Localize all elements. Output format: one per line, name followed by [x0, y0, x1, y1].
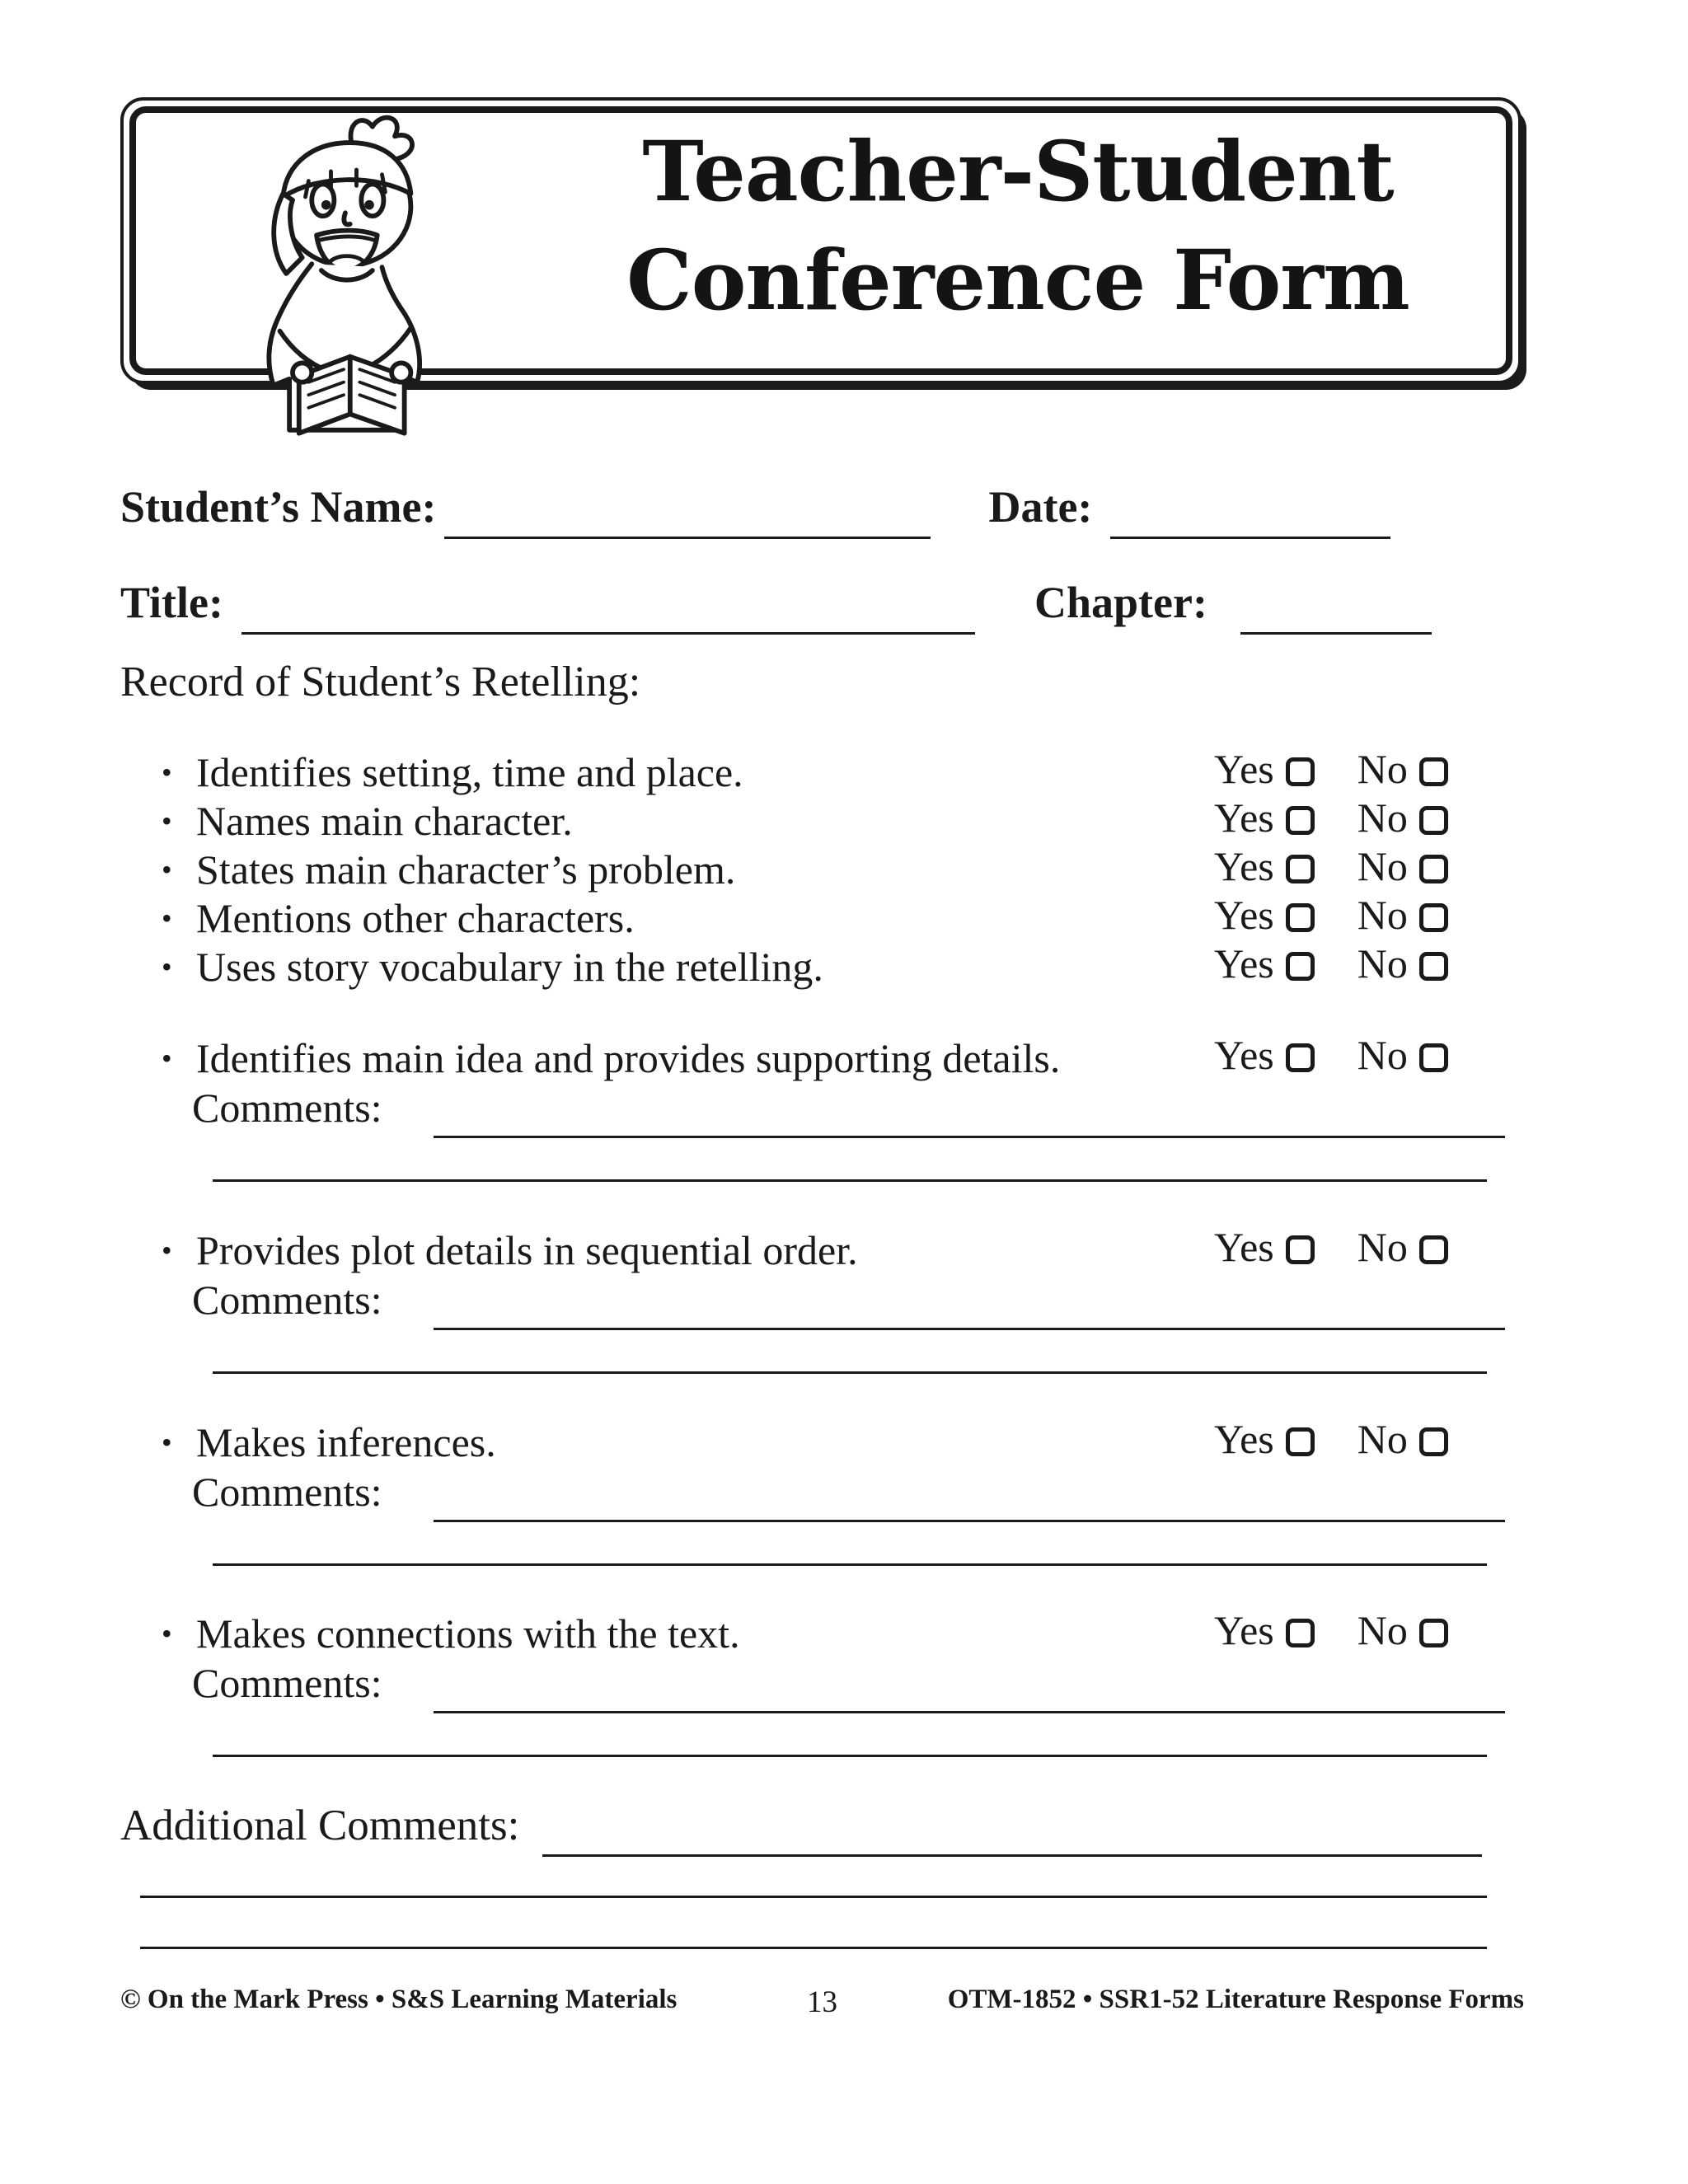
- comments-field-line[interactable]: [434, 1711, 1505, 1713]
- title-chapter-row: [120, 577, 1525, 628]
- checklist-item-text: Identifies main idea and provides supporting details.: [196, 1035, 1061, 1081]
- no-label: No: [1357, 1032, 1408, 1078]
- no-label: No: [1357, 1224, 1408, 1270]
- footer-product-code: OTM-1852 • SSR1-52 Literature Response Forms: [947, 1985, 1524, 2014]
- yes-label: Yes: [1214, 1607, 1274, 1653]
- no-checkbox[interactable]: [1419, 1427, 1448, 1456]
- comments-field-line[interactable]: [434, 1328, 1505, 1330]
- yes-label: Yes: [1214, 843, 1274, 889]
- yes-label: Yes: [1214, 1224, 1274, 1270]
- checklist-item: [162, 843, 1525, 895]
- comments-field-line[interactable]: [434, 1520, 1505, 1522]
- checklist-item: [162, 794, 1525, 846]
- comments-label: Comments:: [192, 1660, 382, 1706]
- yes-label: Yes: [1214, 794, 1274, 841]
- comments-label: Comments:: [192, 1085, 382, 1131]
- checklist-item: [162, 940, 1525, 992]
- checklist-item: [162, 748, 1525, 798]
- comments-label: Comments:: [192, 1277, 382, 1323]
- bullet-icon: •: [162, 853, 172, 886]
- no-checkbox[interactable]: [1419, 1043, 1448, 1072]
- chapter-label: Chapter:: [1034, 578, 1207, 627]
- no-checkbox[interactable]: [1419, 806, 1448, 835]
- yes-checkbox[interactable]: [1286, 1427, 1315, 1456]
- no-checkbox[interactable]: [1419, 903, 1448, 932]
- yes-label: Yes: [1214, 1416, 1274, 1462]
- comments-field-line[interactable]: [213, 1563, 1487, 1566]
- comments-row: [192, 1084, 1505, 1132]
- bullet-icon: •: [162, 1617, 172, 1650]
- checklist-item-text: Identifies setting, time and place.: [196, 749, 743, 795]
- no-checkbox[interactable]: [1419, 855, 1448, 883]
- yes-no-group: [1214, 842, 1448, 890]
- no-checkbox[interactable]: [1419, 952, 1448, 981]
- yes-checkbox[interactable]: [1286, 952, 1315, 981]
- comments-field-line[interactable]: [213, 1179, 1487, 1182]
- no-label: No: [1357, 746, 1408, 792]
- no-label: No: [1357, 1607, 1408, 1653]
- comments-field-line[interactable]: [434, 1136, 1505, 1138]
- yes-no-group: [1214, 1606, 1448, 1654]
- yes-checkbox[interactable]: [1286, 1235, 1315, 1264]
- book-title-field-line[interactable]: [241, 632, 975, 635]
- additional-comments-label: Additional Comments:: [120, 1802, 520, 1849]
- checklist-item: [162, 1226, 1525, 1276]
- bullet-icon: •: [162, 756, 172, 789]
- checklist-item-text: Makes connections with the text.: [196, 1610, 740, 1657]
- no-checkbox[interactable]: [1419, 1235, 1448, 1264]
- section-heading: Record of Student’s Retelling:: [120, 658, 641, 705]
- comments-field-line[interactable]: [213, 1755, 1487, 1757]
- chapter-field-line[interactable]: [1240, 632, 1432, 635]
- yes-label: Yes: [1214, 1032, 1274, 1078]
- bullet-icon: •: [162, 1042, 172, 1075]
- additional-comments-field-line[interactable]: [140, 1947, 1487, 1949]
- form-title-line1: Teacher-Student: [642, 123, 1394, 220]
- form-title-line2: Conference Form: [626, 232, 1409, 329]
- girl-reading-illustration: [216, 114, 471, 456]
- no-label: No: [1357, 794, 1408, 841]
- checklist-item-text: Mentions other characters.: [196, 895, 635, 941]
- comments-row: [192, 1276, 1505, 1324]
- yes-checkbox[interactable]: [1286, 903, 1315, 932]
- bullet-icon: •: [162, 1426, 172, 1459]
- footer-publisher: © On the Mark Press • S&S Learning Materials: [120, 1985, 678, 2014]
- yes-checkbox[interactable]: [1286, 806, 1315, 835]
- no-label: No: [1357, 940, 1408, 987]
- checklist-item-text: Names main character.: [196, 798, 573, 844]
- yes-no-group: [1214, 794, 1448, 841]
- checklist-item: [162, 894, 1525, 944]
- yes-label: Yes: [1214, 746, 1274, 792]
- yes-no-group: [1214, 1031, 1448, 1079]
- name-date-row: [120, 481, 1525, 532]
- book-title-label: Title:: [120, 578, 223, 627]
- checklist-item: [162, 1607, 1525, 1659]
- no-label: No: [1357, 892, 1408, 938]
- date-field-line[interactable]: [1110, 537, 1390, 539]
- checklist-item-text: States main character’s problem.: [196, 846, 736, 893]
- date-label: Date:: [988, 482, 1093, 532]
- yes-no-group: [1214, 745, 1448, 793]
- comments-field-line[interactable]: [213, 1371, 1487, 1374]
- yes-label: Yes: [1214, 940, 1274, 987]
- checklist-item-text: Provides plot details in sequential order.: [196, 1227, 858, 1273]
- no-checkbox[interactable]: [1419, 1619, 1448, 1647]
- checklist-item-text: Uses story vocabulary in the retelling.: [196, 944, 823, 990]
- yes-no-group: [1214, 1415, 1448, 1463]
- no-label: No: [1357, 1416, 1408, 1462]
- yes-no-group: [1214, 891, 1448, 939]
- comments-label: Comments:: [192, 1469, 382, 1515]
- yes-label: Yes: [1214, 892, 1274, 938]
- yes-checkbox[interactable]: [1286, 1043, 1315, 1072]
- additional-comments-row: [120, 1801, 1482, 1850]
- student-name-field-line[interactable]: [444, 537, 931, 539]
- checklist-item: [162, 1418, 1525, 1468]
- yes-no-group: [1214, 940, 1448, 987]
- form-title: [478, 117, 1558, 335]
- student-name-label: Student’s Name:: [120, 482, 437, 532]
- comments-row: [192, 1468, 1505, 1516]
- page-number: 13: [807, 1985, 837, 2019]
- comments-row: [192, 1659, 1505, 1707]
- bullet-icon: •: [162, 902, 172, 935]
- no-checkbox[interactable]: [1419, 757, 1448, 786]
- page-footer: [120, 1985, 1524, 2026]
- yes-checkbox[interactable]: [1286, 855, 1315, 883]
- no-label: No: [1357, 843, 1408, 889]
- yes-no-group: [1214, 1223, 1448, 1271]
- additional-comments-field-line[interactable]: [542, 1854, 1482, 1857]
- checklist-item: [162, 1034, 1525, 1084]
- checklist-item-text: Makes inferences.: [196, 1419, 496, 1465]
- bullet-icon: •: [162, 1234, 172, 1267]
- yes-checkbox[interactable]: [1286, 1619, 1315, 1647]
- additional-comments-field-line[interactable]: [140, 1896, 1487, 1898]
- bullet-icon: •: [162, 804, 172, 837]
- yes-checkbox[interactable]: [1286, 757, 1315, 786]
- bullet-icon: •: [162, 950, 172, 983]
